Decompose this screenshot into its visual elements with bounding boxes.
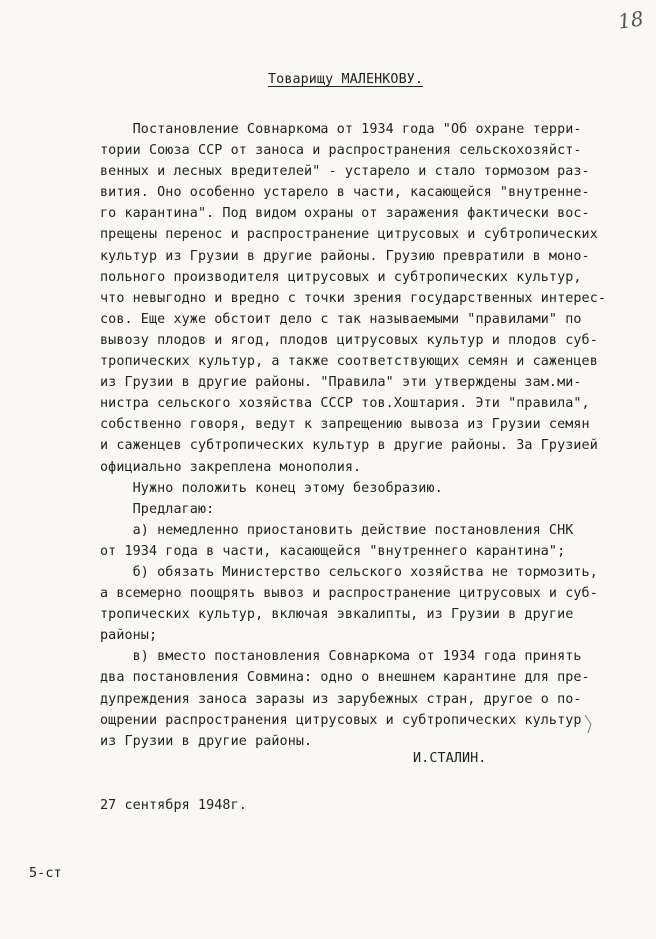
body-line: Постановление Совнаркома от 1934 года "Об охране терри-	[100, 122, 582, 137]
body-line: а всемерно поощрять вывоз и распространение цитрусовых и суб-	[100, 586, 598, 602]
handwritten-page-number: 18	[616, 6, 646, 34]
copies-note: 5-ст	[29, 866, 62, 881]
body-line: вития. Оно особенно устарело в части, касающейся "внутренне-	[100, 185, 590, 201]
signature: И.СТАЛИН.	[413, 751, 487, 766]
body-line: б) обязать Министерство сельского хозяйства не тормозить,	[100, 564, 598, 580]
body-line: культур из Грузии в другие районы. Грузию превратили в моно-	[100, 248, 590, 264]
body-line: Нужно положить конец этому безобразию.	[100, 480, 443, 496]
body-line: го карантина". Под видом охраны от заражения фактически вос-	[100, 206, 590, 222]
body-line: от 1934 года в части, касающейся "внутреннего карантина";	[100, 543, 566, 559]
pencil-tick-mark	[582, 712, 598, 736]
body-line: венных и лесных вредителей" - устарело и стало тормозом раз-	[100, 164, 590, 180]
body-line: сов. Еще хуже обстоит дело с так называемыми "правилами" по	[100, 311, 582, 327]
letter-body	[100, 119, 645, 752]
body-line: и саженцев субтропических культур в другие районы. За Грузией	[100, 438, 598, 454]
body-line: в) вместо постановления Совнаркома от 1934 года принять	[100, 649, 582, 665]
body-line: что невыгодно и вредно с точки зрения государственных интерес-	[100, 290, 607, 306]
body-line: вывозу плодов и ягод, плодов цитрусовых культур и плодов суб-	[100, 332, 598, 348]
addressee-heading: Товарищу МАЛЕНКОВУ.	[268, 72, 424, 87]
body-line: Предлагаю:	[100, 501, 215, 517]
body-line: польного производителя цитрусовых и субтропических культур,	[100, 269, 582, 285]
body-line: тропических культур, включая эвкалипты, из Грузии в другие	[100, 607, 574, 623]
body-line: районы;	[100, 628, 158, 644]
document-date: 27 сентября 1948г.	[100, 798, 247, 813]
body-line: официально закреплена монополия.	[100, 459, 362, 475]
body-line: собственно говоря, ведут к запрещению вывоза из Грузии семян	[100, 417, 590, 433]
body-line: тропических культур, а также соответствующих семян и саженцев	[100, 354, 598, 370]
body-line: из Грузии в другие районы. "Правила" эти утверждены зам.ми-	[100, 375, 582, 391]
body-line: два постановления Совмина: одно о внешнем карантине для пре-	[100, 670, 590, 686]
body-line: нистра сельского хозяйства СССР тов.Хоштария. Эти "правила",	[100, 396, 590, 412]
body-line: тории Союза ССР от заноса и распространения сельскохозяйст-	[100, 143, 582, 159]
body-line: прещены перенос и распространение цитрусовых и субтропических	[100, 227, 598, 243]
body-line: из Грузии в другие районы.	[100, 733, 313, 749]
body-line: дупреждения заноса заразы из зарубежных стран, другое о по-	[100, 691, 582, 707]
body-line: ощрении распространения цитрусовых и субтропических культур	[100, 712, 582, 728]
body-line: а) немедленно приостановить действие постановления СНК	[100, 522, 574, 538]
